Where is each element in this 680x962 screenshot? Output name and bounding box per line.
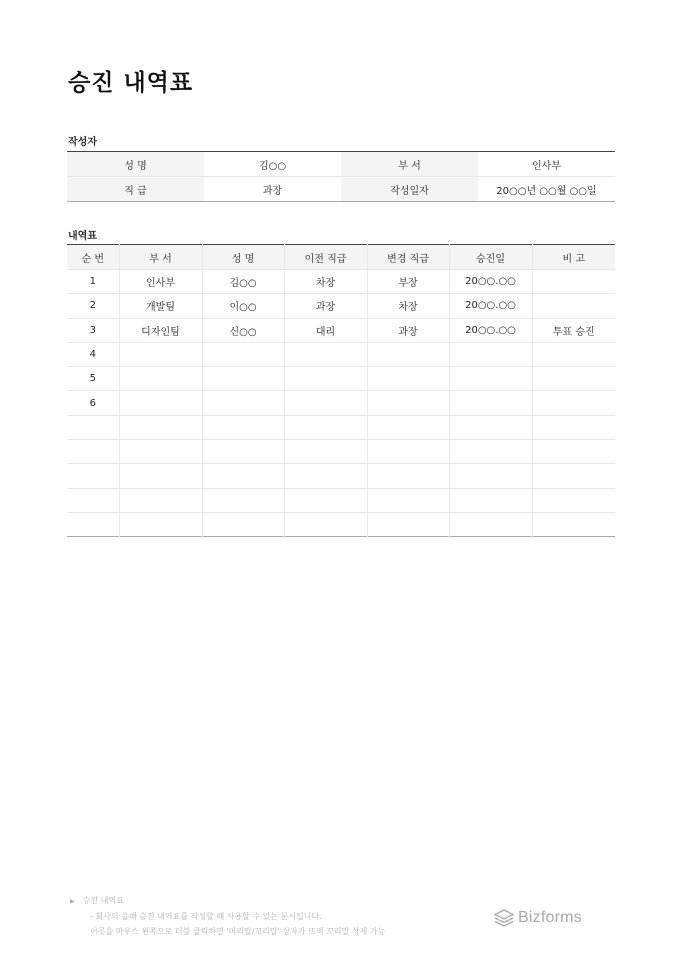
table-cell[interactable] <box>67 440 119 464</box>
table-cell[interactable] <box>67 415 119 439</box>
triangle-bullet-icon: ▶ <box>70 898 75 905</box>
table-cell[interactable] <box>119 488 202 512</box>
table-cell[interactable] <box>284 367 367 391</box>
table-cell[interactable] <box>119 512 202 536</box>
table-cell[interactable] <box>119 391 202 415</box>
table-cell[interactable] <box>367 391 449 415</box>
promotion-history-table <box>67 244 615 537</box>
table-cell[interactable] <box>449 367 532 391</box>
author-row <box>67 152 615 177</box>
table-cell[interactable] <box>449 488 532 512</box>
table-cell[interactable] <box>532 512 615 536</box>
table-cell[interactable] <box>284 415 367 439</box>
table-cell[interactable] <box>284 512 367 536</box>
table-cell[interactable] <box>284 488 367 512</box>
table-cell[interactable] <box>67 512 119 536</box>
table-cell[interactable]: 차장 <box>284 270 367 294</box>
table-cell[interactable]: 20○○.○○ <box>449 318 532 342</box>
table-cell[interactable] <box>449 415 532 439</box>
table-cell[interactable] <box>532 342 615 366</box>
author-section-label: 작성자 <box>68 137 97 148</box>
author-info-table <box>67 151 615 202</box>
table-cell[interactable]: 5 <box>67 367 119 391</box>
table-cell[interactable] <box>367 512 449 536</box>
field-label: 작성일자 <box>341 177 478 202</box>
table-cell[interactable] <box>532 367 615 391</box>
table-cell[interactable] <box>367 342 449 366</box>
table-cell[interactable] <box>67 464 119 488</box>
layers-icon <box>494 909 514 927</box>
footer-line-1: - 회사의 을해 승진 내역표를 작성할 때 사용할 수 있는 문서입니다. <box>90 912 322 921</box>
footer-title: 승진 내역표 <box>82 896 124 905</box>
table-row <box>67 342 615 366</box>
page-title: 승진 내역표 <box>68 70 194 96</box>
table-cell[interactable] <box>284 391 367 415</box>
table-cell[interactable] <box>67 488 119 512</box>
bizforms-logo <box>494 909 582 927</box>
table-cell[interactable]: 김○○ <box>202 270 284 294</box>
table-cell[interactable]: 이○○ <box>202 294 284 318</box>
author-row <box>67 177 615 202</box>
table-cell[interactable]: 2 <box>67 294 119 318</box>
table-cell[interactable] <box>367 440 449 464</box>
column-header: 성 명 <box>202 245 284 270</box>
column-header: 순 번 <box>67 245 119 270</box>
table-cell[interactable]: 6 <box>67 391 119 415</box>
table-cell[interactable]: 개발팀 <box>119 294 202 318</box>
table-cell[interactable] <box>202 415 284 439</box>
field-label: 성 명 <box>67 152 204 177</box>
table-row <box>67 318 615 342</box>
table-cell[interactable] <box>532 294 615 318</box>
table-cell[interactable]: 20○○.○○ <box>449 294 532 318</box>
table-cell[interactable]: 투표 승진 <box>532 318 615 342</box>
table-cell[interactable] <box>449 440 532 464</box>
table-cell[interactable]: 20○○.○○ <box>449 270 532 294</box>
table-cell[interactable] <box>119 440 202 464</box>
column-header: 이전 직급 <box>284 245 367 270</box>
table-row <box>67 367 615 391</box>
table-row <box>67 415 615 439</box>
table-row <box>67 270 615 294</box>
table-cell[interactable] <box>532 270 615 294</box>
logo-text: Bizforms <box>518 909 582 926</box>
table-cell[interactable]: 차장 <box>367 294 449 318</box>
footer-line-2: 이곳을 마우스 왼쪽으로 더블 클릭하면 '머리말/꼬리말' 상자가 뜨며 꼬리말 삭제 가능 <box>90 927 386 936</box>
table-cell[interactable] <box>202 391 284 415</box>
column-header: 부 서 <box>119 245 202 270</box>
history-section-label: 내역표 <box>68 231 97 242</box>
table-cell[interactable] <box>449 391 532 415</box>
table-cell[interactable] <box>532 391 615 415</box>
table-cell[interactable]: 1 <box>67 270 119 294</box>
table-cell[interactable]: 대리 <box>284 318 367 342</box>
column-header: 승진일 <box>449 245 532 270</box>
table-cell[interactable] <box>119 464 202 488</box>
table-cell[interactable] <box>367 415 449 439</box>
table-cell[interactable] <box>119 367 202 391</box>
table-cell[interactable] <box>202 342 284 366</box>
table-cell[interactable] <box>449 512 532 536</box>
field-value[interactable]: 김○○ <box>258 160 287 172</box>
field-label: 직 급 <box>67 177 204 202</box>
table-cell[interactable] <box>532 440 615 464</box>
table-cell[interactable] <box>284 464 367 488</box>
table-cell[interactable]: 디자인팀 <box>119 318 202 342</box>
table-row <box>67 440 615 464</box>
table-row <box>67 488 615 512</box>
table-cell[interactable] <box>449 342 532 366</box>
table-cell[interactable] <box>202 512 284 536</box>
table-cell[interactable] <box>367 488 449 512</box>
table-cell[interactable] <box>532 464 615 488</box>
table-cell[interactable] <box>367 464 449 488</box>
table-cell[interactable] <box>202 440 284 464</box>
column-header: 비 고 <box>532 245 615 270</box>
table-cell[interactable] <box>202 367 284 391</box>
table-cell[interactable]: 4 <box>67 342 119 366</box>
field-value[interactable]: 20○○년 ○○월 ○○일 <box>478 177 615 202</box>
table-cell[interactable]: 신○○ <box>202 318 284 342</box>
table-cell[interactable] <box>284 342 367 366</box>
table-row <box>67 512 615 536</box>
table-cell[interactable]: 부장 <box>367 270 449 294</box>
table-cell[interactable] <box>532 415 615 439</box>
table-cell[interactable]: 과장 <box>367 318 449 342</box>
table-row <box>67 294 615 318</box>
field-value[interactable]: 인사부 <box>532 160 561 172</box>
table-cell[interactable] <box>367 367 449 391</box>
field-label: 부 서 <box>341 152 478 177</box>
table-cell[interactable]: 인사부 <box>119 270 202 294</box>
table-cell[interactable] <box>449 464 532 488</box>
table-row <box>67 391 615 415</box>
table-cell[interactable] <box>202 464 284 488</box>
table-cell[interactable]: 과장 <box>284 294 367 318</box>
table-header-row <box>67 245 615 270</box>
table-cell[interactable]: 3 <box>67 318 119 342</box>
column-header: 변경 직급 <box>367 245 449 270</box>
table-cell[interactable] <box>202 488 284 512</box>
table-cell[interactable] <box>119 415 202 439</box>
table-cell[interactable] <box>119 342 202 366</box>
table-row <box>67 464 615 488</box>
field-value[interactable]: 과장 <box>204 177 341 202</box>
table-cell[interactable] <box>284 440 367 464</box>
page-footer[interactable] <box>70 893 385 939</box>
table-cell[interactable] <box>532 488 615 512</box>
